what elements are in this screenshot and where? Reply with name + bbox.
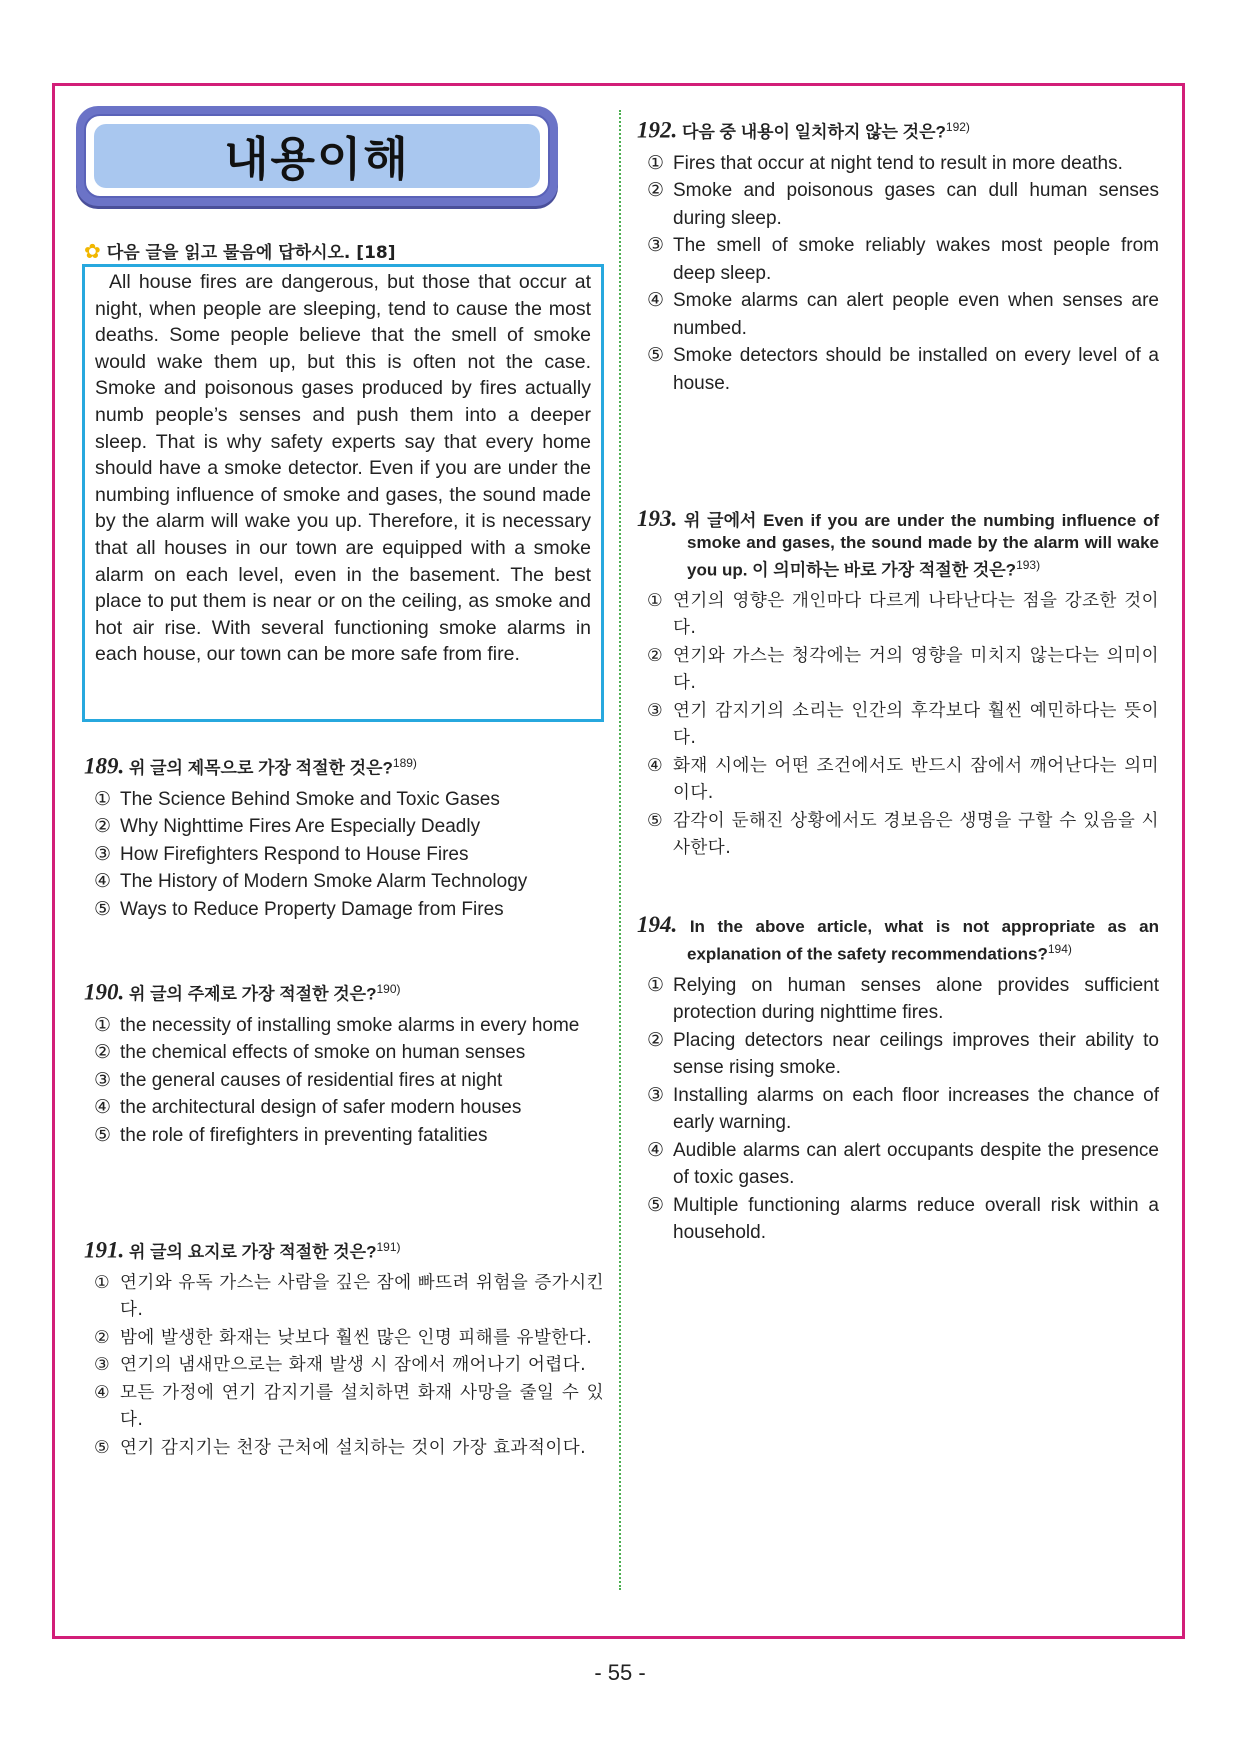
question-prompt: 위 글의 제목으로 가장 적절한 것은? [128, 758, 393, 778]
option-1[interactable]: ① The Science Behind Smoke and Toxic Gases [94, 788, 500, 810]
instruction [84, 238, 396, 263]
option-1[interactable]: ① Relying on human senses alone provides sufficient protection during nighttime fires. [647, 974, 1159, 1024]
footnote-ref: 190) [376, 982, 401, 996]
footnote-ref: 191) [376, 1240, 401, 1254]
question-prompt: 다음 중 내용이 일치하지 않는 것은? [681, 122, 946, 142]
question-number: 192. [637, 117, 678, 143]
question-number: 191. [84, 1237, 125, 1263]
option-4[interactable]: ④ Audible alarms can alert occupants despite the presence of toxic gases. [647, 1139, 1159, 1189]
option-5[interactable]: ⑤ 연기 감지기는 천장 근처에 설치하는 것이 가장 효과적이다. [94, 1437, 587, 1458]
option-2[interactable]: ② Why Nighttime Fires Are Especially Deadly [94, 816, 481, 838]
option-2[interactable]: ② 밤에 발생한 화재는 낮보다 훨씬 많은 인명 피해를 유발한다. [94, 1327, 593, 1348]
question-number: 193. [637, 506, 678, 531]
option-5[interactable]: ⑤ the role of firefighters in preventing fatalities [94, 1124, 488, 1146]
question-190 [84, 978, 604, 1149]
question-prompt: 위 글의 주제로 가장 적절한 것은? [128, 984, 377, 1004]
option-4[interactable]: ④ The History of Modern Smoke Alarm Technology [94, 871, 528, 893]
page-title: 내용이해 [224, 132, 410, 186]
footnote-ref: 192) [945, 120, 970, 134]
page-number: - 55 - [594, 1660, 646, 1685]
question-number: 194. [637, 912, 678, 937]
footnote-ref: 194) [1047, 942, 1072, 956]
option-1[interactable]: ① 연기와 유독 가스는 사람을 깊은 잠에 빠뜨려 위험을 증가시킨다. [94, 1272, 604, 1321]
option-1[interactable]: ① Fires that occur at night tend to result in more deaths. [647, 152, 1123, 174]
option-5[interactable]: ⑤ Ways to Reduce Property Damage from Fires [94, 898, 504, 920]
option-5[interactable]: ⑤ Multiple functioning alarms reduce overall risk within a household. [647, 1194, 1159, 1244]
option-2[interactable]: ② the chemical effects of smoke on human senses [94, 1042, 526, 1064]
footnote-ref: 193) [1016, 558, 1041, 572]
question-prompt: In the above article, what is not appropriate as an explanation of the safety recommendations? [687, 917, 1159, 964]
option-3[interactable]: ③ The smell of smoke reliably wakes most people from deep sleep. [647, 235, 1159, 284]
option-1[interactable]: ① 연기의 영향은 개인마다 다르게 나타난다는 점을 강조한 것이다. [647, 590, 1159, 639]
option-2[interactable]: ② Placing detectors near ceilings improves their ability to sense rising smoke. [647, 1029, 1159, 1079]
question-193 [637, 508, 1159, 863]
option-4[interactable]: ④ 모든 가정에 연기 감지기를 설치하면 화재 사망을 줄일 수 있다. [94, 1382, 604, 1431]
reading-passage: All house fires are dangerous, but those that occur at night, when people are sleeping, tend to cause the most deaths. Some people believe that the smell of smoke would wake them up, but this is often not the case. Smoke and poisonous gases produced by fires actually numb people’s senses and push them into a deeper sleep. That is why safety experts say that every home should have a smoke detector. Even if you are under the numbing influence of smoke and gases, the sound made by the alarm will wake you up. Therefore, it is necessary that all houses in our town are equipped with a smoke alarm on each level, even in the basement. The best place to put them is near or on the ceiling, as smoke and hot air rise. With several functioning smoke alarms in each house, our town can be more safe from fire. [82, 264, 604, 722]
option-5[interactable]: ⑤ 감각이 둔해진 상황에서도 경보음은 생명을 구할 수 있음을 시사한다. [647, 810, 1159, 859]
option-5[interactable]: ⑤ Smoke detectors should be installed on every level of a house. [647, 345, 1159, 394]
option-2[interactable]: ② 연기와 가스는 청각에는 거의 영향을 미치지 않는다는 의미이다. [647, 645, 1159, 694]
option-4[interactable]: ④ the architectural design of safer modern houses [94, 1097, 522, 1119]
option-3[interactable]: ③ Installing alarms on each floor increases the chance of early warning. [647, 1084, 1159, 1134]
question-number: 189. [84, 753, 125, 779]
question-191 [84, 1236, 604, 1462]
question-prompt: 위 글에서 Even if you are under the numbing influence of smoke and gases, the sound made by the alarm will wake you up. 이 의미하는 바로 가장 적절한 것은? [684, 511, 1159, 580]
option-4[interactable]: ④ 화재 시에는 어떤 조건에서도 반드시 잠에서 깨어난다는 의미이다. [647, 755, 1159, 804]
section-title-box [76, 106, 558, 206]
option-3[interactable]: ③ How Firefighters Respond to House Fires [94, 843, 469, 865]
footnote-ref: 189) [392, 756, 417, 770]
question-194 [637, 914, 1159, 1247]
flower-icon: ✿ [84, 238, 101, 263]
column-divider [619, 110, 621, 1590]
question-192 [637, 116, 1159, 397]
option-2[interactable]: ② Smoke and poisonous gases can dull human senses during sleep. [647, 180, 1159, 229]
option-3[interactable]: ③ 연기 감지기의 소리는 인간의 후각보다 훨씬 예민하다는 뜻이다. [647, 700, 1159, 749]
instruction-text: 다음 글을 읽고 물음에 답하시오. [18] [106, 243, 396, 263]
option-4[interactable]: ④ Smoke alarms can alert people even when senses are numbed. [647, 290, 1159, 339]
option-1[interactable]: ① the necessity of installing smoke alarms in every home [94, 1014, 580, 1036]
question-189 [84, 752, 602, 923]
question-prompt: 위 글의 요지로 가장 적절한 것은? [128, 1242, 377, 1262]
option-3[interactable]: ③ the general causes of residential fires at night [94, 1069, 503, 1091]
option-3[interactable]: ③ 연기의 냄새만으로는 화재 발생 시 잠에서 깨어나기 어렵다. [94, 1355, 587, 1376]
question-number: 190. [84, 979, 125, 1005]
